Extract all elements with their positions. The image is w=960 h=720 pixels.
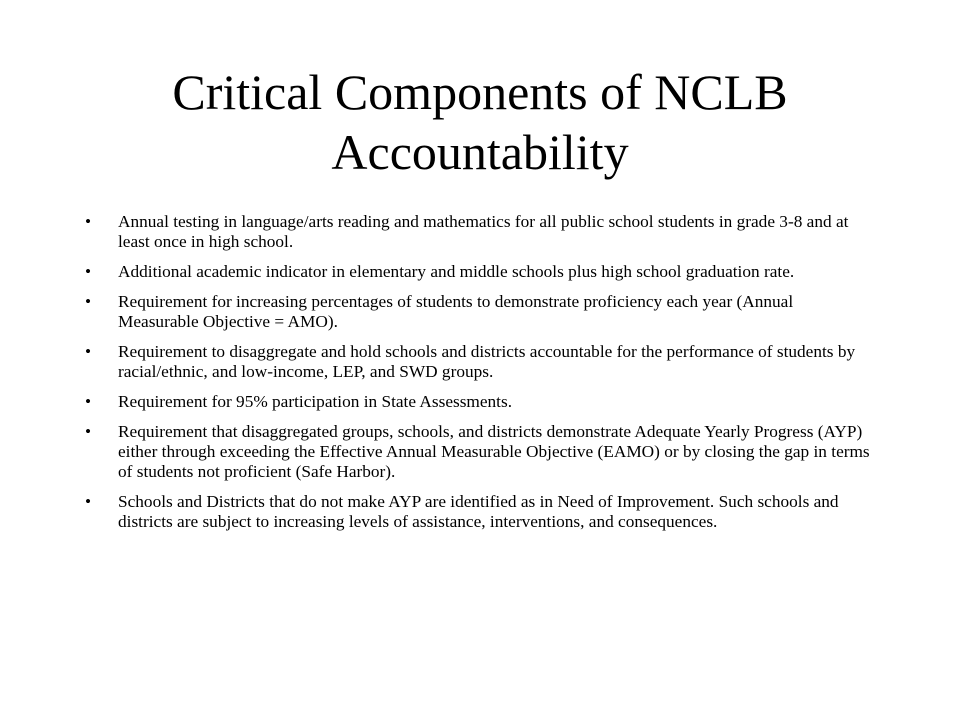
bullet-text: Requirement to disaggregate and hold schools and districts accountable for the performance of students by racial/ethnic, and low-income, LEP, and SWD groups. [118,342,856,381]
bullet-item [85,262,875,282]
bullet-marker: • [85,262,92,281]
bullet-item [85,292,875,332]
bullet-marker: • [85,342,92,361]
bullet-marker: • [85,292,92,311]
bullet-marker: • [85,492,92,511]
bullet-item [85,492,875,532]
bullet-text: Schools and Districts that do not make AYP are identified as in Need of Improvement. Such schools and districts are subject to increasing levels of assistance, interventions, and consequences. [118,492,839,531]
bullet-text: Requirement that disaggregated groups, schools, and districts demonstrate Adequate Yearly Progress (AYP) either through exceeding the Effective Annual Measurable Objective (EAMO) or by closing the gap in terms of students not proficient (Safe Harbor). [118,422,870,481]
bullet-item [85,422,875,482]
bullet-list [85,212,875,542]
bullet-text: Requirement for increasing percentages of students to demonstrate proficiency each year (Annual Measurable Objective = AMO). [118,292,794,331]
bullet-marker: • [85,422,92,441]
bullet-item [85,392,875,412]
bullet-text: Annual testing in language/arts reading and mathematics for all public school students in grade 3-8 and at least once in high school. [118,212,849,251]
bullet-item [85,212,875,252]
bullet-marker: • [85,392,92,411]
bullet-marker: • [85,212,92,231]
bullet-item [85,342,875,382]
bullet-text: Requirement for 95% participation in State Assessments. [118,392,513,411]
slide-title: Critical Components of NCLB Accountability [172,64,788,180]
bullet-text: Additional academic indicator in elementary and middle schools plus high school graduation rate. [118,262,795,281]
